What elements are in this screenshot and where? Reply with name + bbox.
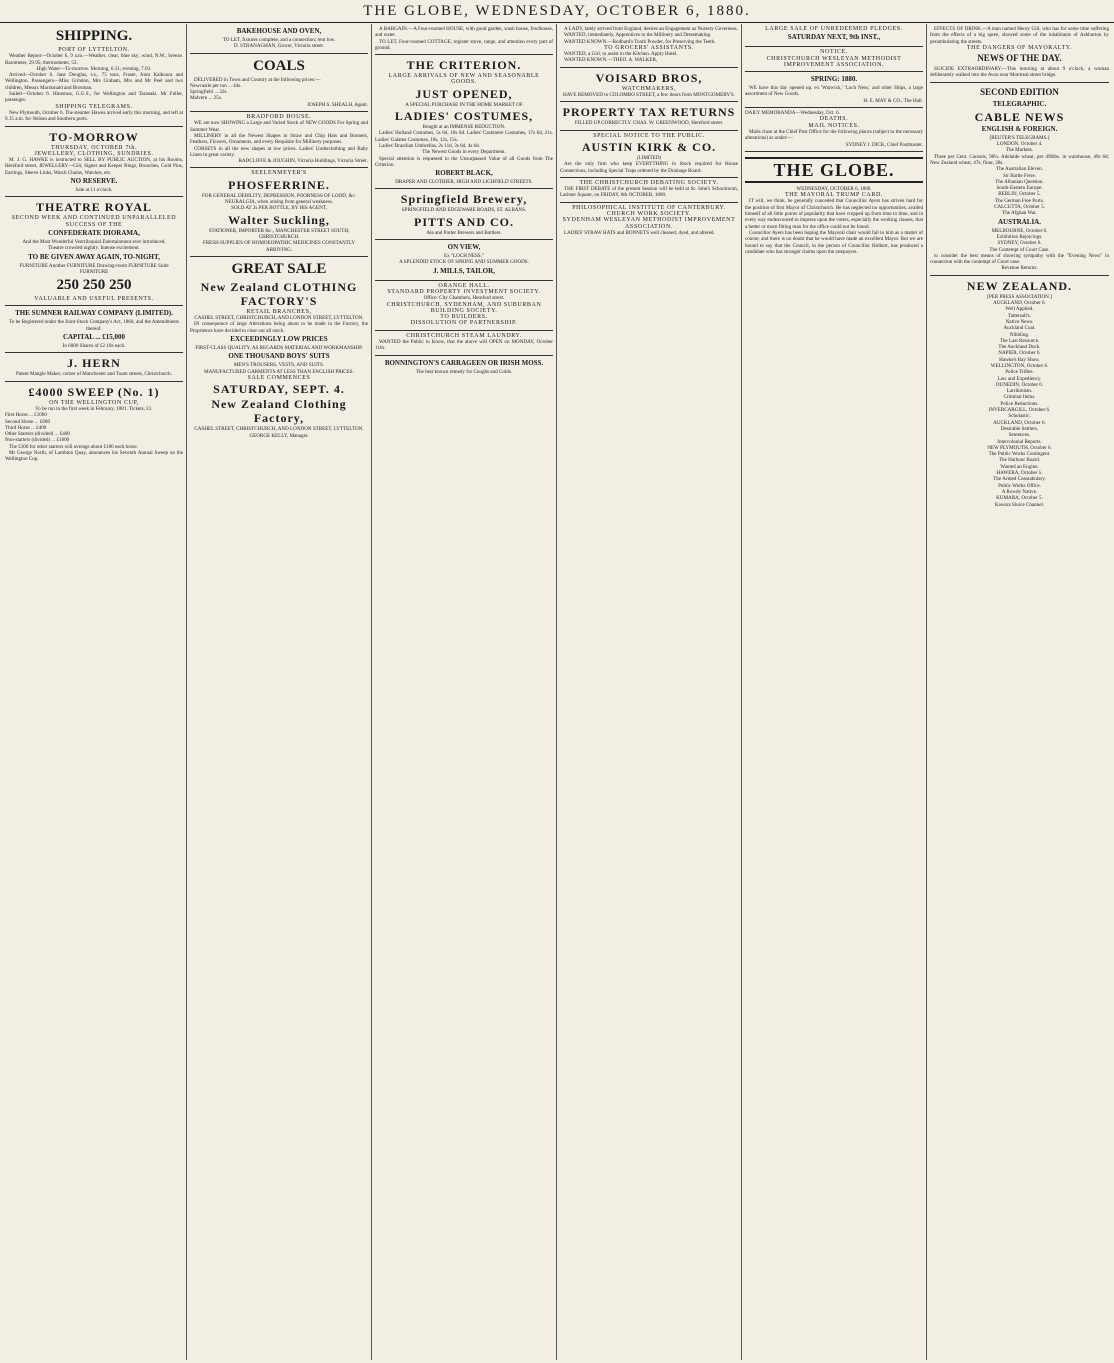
daily-memoranda: DAILY MEMORANDA—Wednesday, Oct. 6. [745, 110, 840, 117]
bought: Bought at an IMMENSE REDUCTION. [422, 124, 506, 131]
editorial [745, 152, 923, 258]
column-2 [187, 24, 372, 1360]
umbrellas: Ladies' Brazilian Umbrellas, 2s 11d, 3s 6d, 4s 6d. [379, 142, 480, 149]
high-water: High Water—To-morrow. Morning, 6.31; evening, 7.03. [36, 65, 152, 72]
austin-limited: (LIMITED) [636, 154, 662, 161]
postmaster: SYDNEY J. DICK, Chief Postmaster. [845, 141, 923, 148]
tomorrow-auction-ad [5, 127, 183, 198]
millinery: MILLINERY in all the Newest Shapes in Straw and Chip Hats and Bonnets, Feathers, Flowers, Ornaments, and every Requisite for Millinery purposes. [190, 132, 368, 146]
memoranda [745, 108, 923, 152]
given-away: TO BE GIVEN AWAY AGAIN, TO-NIGHT, [28, 252, 160, 261]
wellington-dateline: WELLINGTON, October 6. [990, 362, 1049, 369]
straw-hats: LADIES' STRAW HATS and BONNETS well cleaned, dyed, and altered. [564, 229, 715, 236]
exhibition: Exhibition Rejoicings. [996, 233, 1043, 240]
phos-price: SOLD AT 2s PER BOTTLE, BY HIS AGENT, [231, 205, 327, 212]
confederate-diorama: CONFEDERATE DIORAMA, [48, 228, 140, 237]
costume-list: Ladies' Holland Costumes, 5s 6d, 10s 6d. Ladies' Cashmere Costumes, 17s 6d, 21s. Ladies' Galatea Costumes, 10s, 12s, 15s. [375, 130, 553, 143]
sale-commences: SALE COMMENCES [247, 374, 311, 381]
prize-item: Non-starters (divided) ... £1600 [5, 437, 70, 444]
debating-ad [560, 178, 738, 203]
napier-dateline: NAPIER, October 6. [998, 350, 1041, 357]
shipping-section [5, 24, 183, 127]
sale-body: IN consequence of large Alterations being about to be made in the Factory, the Proprietors have decided to clear out all stock. [190, 321, 368, 334]
notice-col5 [745, 47, 923, 72]
special-notice: SPECIAL NOTICE TO THE PUBLIC. [593, 132, 705, 139]
seelenmeyer: SEELENMEYER'S [251, 170, 307, 177]
low-prices: EXCEEDINGLY LOW PRICES [230, 335, 328, 344]
police-reductions: Police Reductions. [1000, 400, 1039, 407]
new-plymouth-telegram: New Plymouth, October 6. The steamer Hawea arrived early this morning, and left at 9.15 a.m. for Nelson and Southern ports. [5, 109, 183, 123]
theatre-ad [5, 197, 183, 306]
auckland-dock: The Auckland Dock. [998, 344, 1041, 351]
new-plymouth-dateline: NEW PLYMOUTH, October 6. [987, 444, 1052, 451]
globe-masthead: THE GLOBE. [745, 157, 923, 183]
saturday-next: SATURDAY NEXT, 9th INST., [787, 33, 881, 42]
spring-heading: SPRING: 1880. [810, 75, 858, 84]
markets-heading: The Markets. [1005, 147, 1034, 154]
sumner-body: To be Registered under the Joint-Stock Company's Act, 1860, and the Amendments thereof. [9, 319, 179, 332]
standard-society: STANDARD PROPERTY INVESTMENT SOCIETY. [387, 288, 541, 295]
loch-ness: Ex "LOCH NESS," [444, 253, 484, 260]
tally: 250 250 250 [56, 277, 132, 294]
shipping-heading: SHIPPING. [55, 28, 133, 44]
press-association: [PER PRESS ASSOCIATION.] [987, 293, 1052, 300]
australia-heading: AUSTRALIA. [998, 217, 1041, 226]
native-news: Native News. [1005, 318, 1034, 325]
pledges-ad [745, 24, 923, 47]
capital: CAPITAL ... £15,000 [62, 333, 126, 342]
page-header: THE GLOBE, WEDNESDAY, OCTOBER 6, 1880. [0, 0, 1114, 23]
theatre-crowded: Theatre crowded nightly. Intense excitement. [48, 245, 140, 252]
bargain-ad [375, 24, 553, 55]
austin-body: Are the only firm who keep EVERYTHING in Stock required for House Connections, including Special Traps ordered by the Drainage Board. [560, 161, 738, 174]
sweep-body: To be run in the first week in February, 1881. Tickets, £1. [35, 405, 153, 412]
last-resource: The Last Resource. [999, 337, 1040, 344]
property-tax-sub: FILLED UP CORRECTLY. CHAS. W. GREENWOOD, Hereford street. [574, 120, 724, 127]
news-top [930, 24, 1109, 83]
sweep-note: The £100 for other starters will average about £100 each horse. [9, 443, 138, 450]
rowdy-native: A Rowdy Native. [1001, 488, 1038, 495]
kumara-sluice: Kawara Sluice Channel. [994, 501, 1045, 508]
public-works-contingent: The Public Works Contingent. [988, 451, 1051, 458]
coal-price: Malvern ... 25s. [190, 95, 222, 102]
laundry-body: WANTED the Public to Know, that the above will OPEN on MONDAY, October 11th. [375, 339, 553, 352]
coals-body: DELIVERED in Town and Country at the following prices:— [194, 76, 321, 83]
leader-paragraph: IT will, we think, be generally conceded that Councillor Ayers has striven hard for the position of first Mayor of Christchurch. He has neglected no opportunities, availed himself of all little points of popularity that have cropped up from time to time, and in every way endeavoured to impress upon the voters, especially the working classes, that a better or more fitting man for the office could not be found. [745, 198, 923, 230]
wanted-apprentices: WANTED, immediately, Apprentices to the Millinery and Dressmaking. [564, 32, 712, 39]
bradford-heading: BRADFORD HOUSE. [246, 114, 312, 121]
newest-goods: The Newest Goods in every Department. [422, 149, 506, 156]
prize-list [5, 412, 183, 443]
dissolution: DISSOLUTION OF PARTNERSHIP. [410, 320, 518, 327]
moss-note: The best known remedy for Coughs and Colds. [415, 368, 513, 375]
nzcf-heading: New Zealand Clothing Factory, [211, 397, 347, 426]
watchmakers: WATCHMAKERS, [621, 85, 677, 92]
melbourne-dateline: MELBOURNE, October 6. [991, 227, 1048, 234]
prize-item: Third Horse ... £400 [5, 424, 47, 431]
bakehouse-ad [190, 24, 368, 54]
church-work-society: CHURCH WORK SOCIETY. [606, 211, 692, 218]
bakehouse-body: TO LET, fixtures complete, and a connection; rent low. [222, 37, 336, 43]
column-3 [372, 24, 557, 1360]
cashel-street: CASHEL STREET, CHRISTCHURCH, AND LONDON STREET, LYTTELTON. [194, 315, 364, 322]
cable-news: CABLE NEWS [974, 109, 1065, 124]
telegraphic-heading: TELEGRAPHIC. [992, 99, 1047, 108]
great-sale-heading: GREAT SALE [231, 260, 327, 277]
arrivals: LARGE ARRIVALS OF NEW AND SEASONABLE GOODS. [388, 73, 540, 86]
police-trifles: Police Trifles. [1005, 369, 1034, 376]
criterion-heading: THE CRITERION. [406, 58, 522, 73]
scholastic: Scholastic. [1008, 413, 1031, 420]
tomorrow-heading: TO-MORROW [49, 129, 139, 144]
phosferrine-heading: PHOSFERRINE. [228, 177, 330, 192]
debating-heading: THE CHRISTCHURCH DEBATING SOCIETY. [579, 179, 719, 186]
reuters: [REUTER'S TELEGRAMS.] [989, 134, 1050, 141]
mails-body: Mails close at the Chief Post Office for the following places (subject to the necessary alterations) as under:— [745, 128, 923, 142]
auckland-dateline: AUCKLAND, October 6. [993, 300, 1046, 307]
hawkes-bay-show: Hawke's Bay Show. [999, 356, 1040, 363]
spring-ad [745, 72, 923, 108]
afghan-war: The Afghan War. [1002, 210, 1037, 217]
building-society: CHRISTCHURCH, SYDENHAM, AND SUBURBAN BUILDING SOCIETY. [386, 301, 542, 314]
weather-report: Weather Report—October 6, 9 a.m.—Weather, clear, blue sky; wind, N.W., breeze. Barometer, 29.95; thermometer, 53. [5, 53, 183, 66]
hay-signature: H. E. MAY & CO., The Hall. [863, 97, 923, 104]
effects-drink: EFFECTS OF DRINK.—A man named Henry Gill, who has for some time suffering from the effects of a big spree, showed some of the inhabitants of Ashburton by perambulating the streets. [930, 26, 1109, 45]
society-notices [560, 203, 738, 239]
wesleyan-association: CHRISTCHURCH WESLEYAN METHODIST IMPROVEMENT ASSOCIATION. [766, 55, 902, 68]
london-dateline: LONDON, October 4. [996, 141, 1043, 148]
column-6 [927, 24, 1112, 1360]
column-1 [2, 24, 187, 1360]
george-north: Mr George North, of Lambton Quay, announces his Seventh Annual Sweep on the Wellington Cup. [5, 449, 183, 463]
mail-notices-heading: MAIL NOTICES. [808, 122, 860, 129]
prize-item: First Horse ... £1000 [5, 412, 47, 419]
dunedin-dateline: DUNEDIN, October 6. [995, 381, 1044, 388]
prize-item: Second Horse ... £600 [5, 418, 50, 425]
sale-date: SATURDAY, SEPT. 4. [213, 382, 345, 397]
news-of-day-heading: NEWS OF THE DAY. [977, 53, 1062, 64]
mens-line: MEN'S TROUSERS, VESTS, AND SUITS. [233, 362, 325, 369]
sydenham-wesleyan: SYDENHAM WESLEYAN METHODIST IMPROVEMENT ASSOCIATION. [562, 217, 736, 230]
sale-time: Sale at 11 o'clock. [75, 187, 113, 194]
material-line: FIRST-CLASS QUALITY, AS REGARDS MATERIAL AND WORKMANSHIP. [195, 345, 363, 352]
calcutta-dateline: CALCUTTA, October 5. [994, 204, 1045, 211]
globe-date: WEDNESDAY, OCTOBER 6, 1880. [796, 185, 872, 192]
philosophical-institute: PHILOSOPHICAL INSTITUTE OF CANTERBURY. [572, 204, 726, 211]
manufactured-line: MANUFACTURED GARMENTS AT LESS THAN ENGLISH PRICES. [204, 368, 354, 375]
boys-suits: ONE THOUSAND BOYS' SUITS [228, 352, 330, 361]
just-opened: JUST OPENED, [415, 86, 513, 101]
nzcf-sub: CASHEL STREET, CHRISTCHURCH, AND LONDON STREET, LYTTELTON. GEORGE KELLY, Manager. [194, 426, 364, 439]
coals-ad [190, 54, 368, 112]
ladies-costumes: LADIES' COSTUMES, [394, 109, 534, 124]
hern-ad [5, 353, 183, 381]
special-attention: Special attention is requested to the Unsurpassed Value of all Goods from The Criterion. [375, 155, 553, 168]
bradford-body: WE are now SHOWING a Large and Varied Stock of NEW GOODS For Spring and Summer Wear. [190, 120, 368, 133]
radcliffe: RADCLIFFE & JOUGHIN, Victoria Buildings, Victoria Street. [238, 158, 368, 165]
orange-hall: ORANGE HALL. [438, 282, 490, 289]
dangers-heading: THE DANGERS OF MAYORALTY. [966, 44, 1073, 51]
phos-body: FOR GENERAL DEBILITY, DEPRESSION, POORNESS OF LOOD, &c. [201, 192, 357, 199]
mills-tailor-ad [375, 240, 553, 281]
deaths-heading: DEATHS. [819, 116, 849, 123]
retail-branches: RETAIL BRANCHES, [246, 308, 312, 315]
austin-kirk-ad [560, 131, 738, 178]
intercolonial-reports: Intercolonial Reports. [997, 438, 1042, 445]
well-applied: Well Applied. [1005, 306, 1034, 313]
shipping-telegrams-heading: SHIPPING TELEGRAMS. [55, 103, 133, 110]
revenue-returns: Revenue Returns. [1001, 265, 1038, 272]
german-free-ports: The German Free Ports. [995, 197, 1044, 204]
stranaghan: D. STRANAGHAN, Grocer, Victoria street. [233, 43, 325, 50]
mills-tailor: J. MILLS, TAILOR, [433, 266, 495, 275]
sumner-railway-ad [5, 306, 183, 353]
laundry-ad [375, 331, 553, 356]
robert-black: ROBERT BLACK, [435, 169, 493, 178]
criterion-ad [375, 55, 553, 189]
hern-body: Patent Mangle Maker, corner of Manchester and Tuam streets, Christchurch. [16, 371, 172, 378]
south-eastern-europe: South-Eastern Europe. [996, 185, 1043, 192]
sweep-sub: ON THE WELLINGTON CUP, [49, 399, 139, 406]
wanted-ads [560, 24, 738, 68]
coal-price: Newcastle per ton ... 44s. [190, 82, 242, 89]
sentences: Sentences. [1008, 432, 1031, 439]
drapery-body: WE have this day opened up, ex 'Warwick,' 'Loch Ness,' and other Ships, a large assortment of New Goods. [745, 85, 923, 98]
sailed: Sailed—October 6. Hinemoa, G.G.S., for Wellington and Taranaki. Mr Fuller, passenger. [5, 91, 183, 104]
austin-kirk-heading: AUSTIN KIRK & CO. [581, 139, 717, 154]
notices-col3 [375, 281, 553, 331]
coal-price: Springfield ... 32s. [190, 89, 228, 96]
port-heading: PORT OF LYTTELTON. [58, 47, 130, 53]
coals-heading: COALS [253, 57, 305, 74]
grocers-assistants: TO GROCERS' ASSISTANTS. [604, 44, 694, 51]
larrikinism: Larrikinism. [1006, 388, 1033, 395]
column-5 [742, 24, 927, 1360]
wanted-girl: WANTED, a Girl, to assist in the Kitchen. Apply Hotel. [564, 51, 678, 58]
arrived: Arrived—October 6. Jane Douglas, s.s., 75 tons, Fraser, from Kaikoura and Wellington. Passengers—Miss Grindon, Mrs Graham, Mrs and Mr Peel and two children, Messrs Macdonald and Brosman. [5, 72, 183, 91]
tattersalls: Tattersall's. [1007, 312, 1032, 319]
shealh: JOSEPH S. SHEALH, Agent. [307, 101, 368, 108]
second-edition: SECOND EDITION [980, 86, 1059, 97]
prize-item: Other Starters (divided) ... £400 [5, 431, 70, 438]
news-body: SUICIDE EXTRAORDINARY.—This morning at about 9 o'clock, a woman deliberately walked into the Avon near Montreal street bridge. [930, 66, 1109, 79]
invercargill-dateline: INVERCARGILL, October 6. [988, 407, 1051, 414]
theatre-heading: THEATRE ROYAL [35, 200, 153, 215]
nz-heading: NEW ZEALAND. [966, 278, 1073, 293]
sweep-heading: £4000 SWEEP (No. 1) [28, 384, 160, 399]
special-purchase: A SPECIAL PURCHASE IN THE HOME MARKET OF [405, 101, 523, 108]
harbour-board: The Harbour Board. [998, 457, 1041, 464]
wanted-engine: Wanted an Engine. [1000, 463, 1039, 470]
public-works-office: Public Works Office. [998, 482, 1041, 489]
irish-moss: BONNINGTON'S CARRAGEEN OR IRISH MOSS. [384, 358, 544, 367]
law-expediency: Law and Expediency. [997, 375, 1042, 382]
furniture-line: FURNITURE Another FURNITURE Drawing-room FURNITURE Suite FURNITURE [19, 262, 169, 275]
australian-eleven: The Australian Eleven. [996, 166, 1043, 173]
moss-ad [375, 356, 553, 378]
bargain: A BARGAIN.—A Four-roomed HOUSE, with good garden, wash house, fowlhouse, and water. [375, 26, 553, 39]
hawera-dateline: HAWERA, October 5. [996, 470, 1043, 477]
new-zealand-section [930, 276, 1109, 511]
contempt-case: The Contempt of Court Case. [989, 246, 1050, 253]
sumner-heading: THE SUMNER RAILWAY COMPANY (LIMITED). [15, 309, 173, 318]
corsets: CORSETS in all the new shapes at low prices. Ladies' Underclothing and Baby Linen in great variety. [190, 145, 368, 158]
voisard-heading: VOISARD BROS, [595, 70, 703, 85]
markets-body: Three per Cent. Consols, 98¼. Adelaide wheat, per 496lbs. in warehouse, 49s 6d; New Zealand wheat, 47s; flour, 38s. [930, 153, 1109, 166]
contempt-body: to consider the best means of showing sympathy with the "Evening News" in connection with the contempt of Court case. [930, 252, 1109, 266]
nz-clothing-heading: New Zealand CLOTHING FACTORY'S [200, 279, 358, 308]
nibbling: Nibbling. [1009, 331, 1030, 338]
steam-laundry: CHRISTCHURCH STEAM LAUNDRY. [406, 332, 522, 339]
auckland-dateline-2: AUCKLAND, October 6. [993, 419, 1046, 426]
english-foreign: ENGLISH & FOREIGN. [981, 124, 1058, 133]
hawke-body: M. J. G. HAWKE is instructed to SELL BY PUBLIC AUCTION, at his Rooms, Hereford street, JEWELLERY—Gilt, Signet and Keeper Rings, Brooches, Gold Pins, Earrings, Sleeve Links, Watch Chains, Watches, etc. [5, 157, 183, 176]
walker-notice: WANTED KNOWN.—THEO. A. WALKER, [564, 57, 658, 64]
telegraphic-section [930, 83, 1109, 276]
jewellery-line: JEWELLERY, CLOTHING, SUNDRIES. [34, 150, 154, 157]
phos-neuralgia: NEURALGIA, when arising from general weakness. [225, 199, 333, 206]
columns [2, 24, 1112, 1360]
property-tax-ad [560, 102, 738, 130]
brewery-ad [375, 189, 553, 240]
pitts-body: Ale and Porter Brewers and Bottlers. [426, 229, 502, 236]
suckling-sub: STATIONER, IMPORTER &c., MANCHESTER STREET SOUTH, CHRISTCHURCH. [208, 227, 350, 240]
standard-office: Office: City Chambers, Hereford street. [423, 295, 505, 302]
auckland-coal: Auckland Coal. [1003, 325, 1036, 332]
sir-bartle-frere: Sir Bartle Frere. [1003, 172, 1036, 179]
kumara-dateline: KUMARA, October 5. [996, 495, 1043, 502]
great-sale-ad [190, 257, 368, 442]
berlin-dateline: BERLIN, October 5. [998, 191, 1041, 198]
capital-note: In 6000 Shares of £2 10s each. [62, 343, 126, 350]
column-4 [557, 24, 742, 1360]
no-reserve: NO RESERVE. [70, 177, 118, 186]
theatre-sub: SECOND WEEK AND CONTINUED UNPARALLELED SUCCESS OF THE [11, 215, 177, 228]
sydney-dateline: SYDNEY, October 6. [997, 240, 1042, 247]
desirable-settlers: Desirable Settlers. [1000, 425, 1039, 432]
pledges-heading: LARGE SALE OF UNREDEEMED PLEDGES. [765, 26, 903, 32]
armed-constabulary: The Armed Constabulary. [993, 476, 1046, 483]
tooth-powder: WANTED KNOWN.—Rodbard's Tooth Powder, for Preserving the Teeth. [564, 38, 716, 45]
trump-card-heading: THE MAYORAL TRUMP CARD. [784, 192, 884, 199]
pitts-heading: PITTS AND CO. [413, 214, 515, 229]
leader-paragraph-2: Councillor Ayers has been hoping the Mayoral chair would fall to him as a matter of course; and there is no doubt that he would have made an excellent Mayor. But we are bound to say that the Council, in the person of Councillor Hulbert, has produced a candidate who has stronger claims upon the ratepayers. [745, 229, 923, 255]
property-tax-heading: PROPERTY TAX RETURNS [562, 105, 736, 120]
sweep-ad [5, 382, 183, 466]
to-let: TO LET, Four-roomed COTTAGE, register stove, range, and attention every part of ground. [375, 38, 553, 51]
lady-governess: A LADY, lately arrived from England, desires an Engagement as Nursery Governess. [564, 26, 738, 32]
springfield-heading: Springfield Brewery, [400, 192, 528, 207]
valuable-presents: VALUABLE AND USEFUL PRESENTS. [34, 296, 154, 303]
suckling-heading: Walter Suckling, [228, 212, 330, 227]
debating-body: THE FIRST DEBATE of the present Session will be held at St. John's Schoolroom, Latimer Square, on FRIDAY, 8th OCTOBER, 1880. [560, 186, 738, 199]
voisard-ad [560, 68, 738, 103]
tomorrow-sub: THURSDAY, OCTOBER 7th. [50, 144, 138, 151]
phosferrine-ad [190, 168, 368, 256]
bakehouse-heading: BAKEHOUSE AND OVEN, [236, 27, 322, 35]
homoeopathic: FRESH SUPPLIES OF HOMOEOPATHIC MEDICINES CONSTANTLY ARRIVING. [202, 240, 356, 253]
robert-black-sub: DRAPER AND CLOTHIER, HIGH AND LICHFIELD STREETS. [395, 179, 533, 186]
voisard-removed: HAVE REMOVED to COLOMBO STREET, a few doors from MONTGOMERY'S. [562, 92, 736, 99]
theatre-body: And the Most Wonderful Ventriloquial Entertainment ever introduced. [22, 238, 166, 245]
to-builders: TO BUILDERS. [440, 314, 488, 321]
on-view: ON VIEW, [447, 243, 481, 252]
springfield-sub: SPRINGFIELD AND EDGEWARE ROADS, ST. ALBANS. [401, 207, 527, 214]
hern-heading: J. HERN [67, 356, 121, 371]
bradford-ad [190, 112, 368, 168]
notice-heading: NOTICE. [820, 49, 848, 56]
albanian-question: The Albanian Question. [995, 178, 1044, 185]
spring-goods: A SPLENDID STOCK OF SPRING AND SUMMER GOODS. [399, 259, 529, 266]
criminal-items: Criminal Items. [1003, 394, 1036, 401]
